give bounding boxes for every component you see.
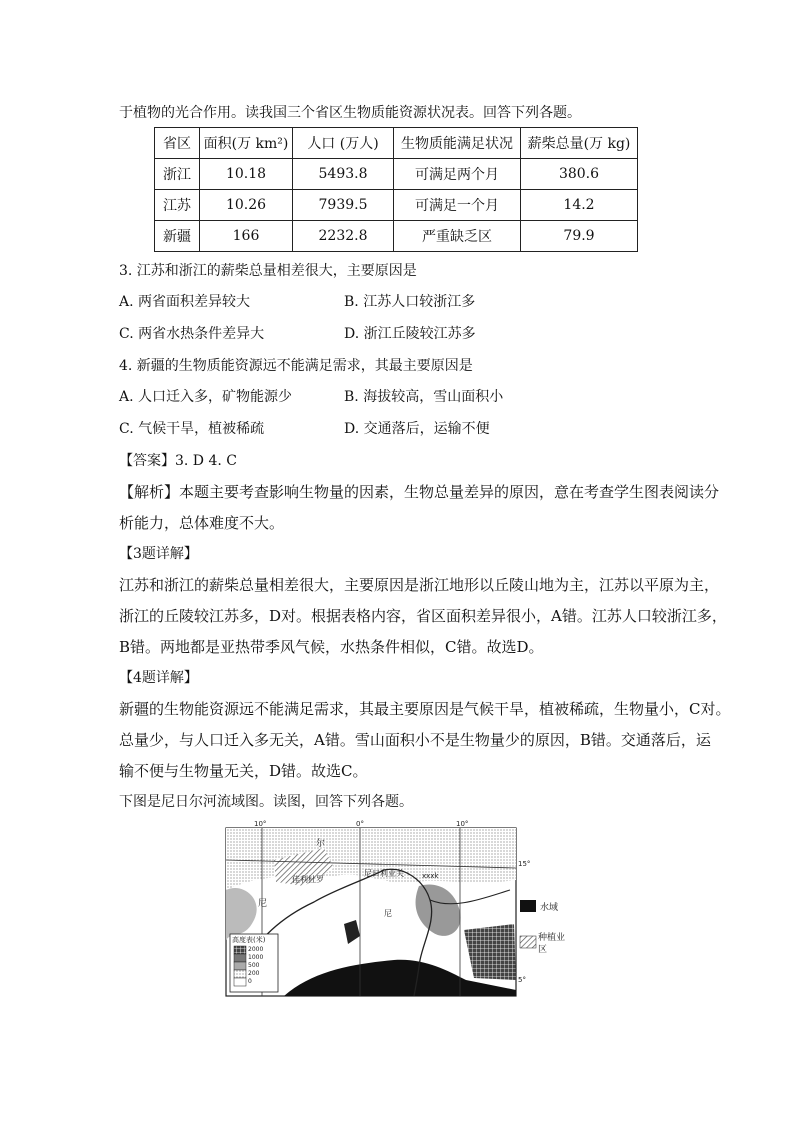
height-level-label: 500 [248,962,260,969]
planting-legend-swatch [520,936,536,948]
table-cell: 10.26 [200,190,293,221]
header-cell: 薪柴总量(万 kg) [521,128,638,159]
q4-option-a: A. 人口迁入多，矿物能源少 [119,389,293,405]
height-level-label: 200 [248,970,260,977]
header-cell: 省区 [155,128,200,159]
place-label: 尼 [258,899,268,909]
table-cell: 14.2 [521,190,638,221]
table-header-row [155,128,638,159]
map-intro-text: 下图是尼日尔河流域图。读图，回答下列各题。 [119,794,413,810]
table-cell: 严重缺乏区 [394,221,521,252]
place-label: 尼 [384,909,392,918]
detail-4-line-2: 总量少，与人口迁入多无关，A错。雪山面积小不是生物量少的原因，B错。交通落后，运 [119,731,711,749]
height-level-label: 1000 [248,954,264,961]
analysis-line-2: 析能力，总体难度不大。 [119,514,285,532]
table-cell: 可满足两个月 [394,159,521,190]
place-label: 佳利杜罗 [292,875,324,884]
height-level-label: 0 [248,978,252,985]
place-label: 尼日利亚关 [364,869,404,878]
height-swatch [234,970,246,978]
q3-option-b: B. 江苏人口较浙江多 [344,294,476,310]
q4-option-b: B. 海拔较高，雪山面积小 [344,389,504,405]
q4-option-c: C. 气候干旱，植被稀疏 [119,421,265,437]
lat-label: 15° [518,860,531,868]
height-level-label: 2000 [248,946,264,953]
table-cell: 浙江 [155,159,200,190]
header-cell: 面积(万 km²) [200,128,293,159]
lon-label: 10° [456,820,469,828]
q3-option-d: D. 浙江丘陵较江苏多 [344,326,476,342]
height-swatch [234,954,246,962]
detail-4-heading: 【4题详解】 [119,670,198,686]
height-legend-title: 高度表(米) [232,936,266,944]
table-cell: 江苏 [155,190,200,221]
biomass-table [154,127,638,252]
table-cell: 10.18 [200,159,293,190]
height-swatch [234,962,246,970]
water-legend-swatch [520,900,536,912]
lon-label: 0° [356,820,364,828]
table-cell: 2232.8 [293,221,394,252]
height-swatch [234,946,246,954]
detail-3-line-3: B错。两地都是亚热带季风气候，水热条件相似，C错。故选D。 [119,638,544,656]
table-cell: 可满足一个月 [394,190,521,221]
question-3-stem: 3. 江苏和浙江的薪柴总量相差很大，主要原因是 [119,263,417,279]
table-row [155,190,638,221]
height-swatch [234,978,246,986]
table-row [155,159,638,190]
q4-option-d: D. 交通落后，运输不便 [344,421,490,437]
place-label: 尔 [316,839,326,849]
detail-4-line-3: 输不便与生物量无关，D错。故选C。 [119,762,368,780]
table-cell: 380.6 [521,159,638,190]
place-label: xxxk [422,872,439,880]
intro-text: 于植物的光合作用。读我国三个省区生物质能资源状况表。回答下列各题。 [119,105,581,121]
q3-option-c: C. 两省水热条件差异大 [119,326,265,342]
lon-label: 10° [254,820,267,828]
table-cell: 新疆 [155,221,200,252]
niger-river-basin-map [224,820,572,998]
detail-3-line-2: 浙江的丘陵较江苏多，D对。根据表格内容，省区面积差异很小，A错。江苏人口较浙江多， [119,607,727,625]
header-cell: 人口 (万人) [293,128,394,159]
header-cell: 生物质能满足状况 [394,128,521,159]
answer-line: 【答案】3. D 4. C [119,453,238,469]
question-4-stem: 4. 新疆的生物质能资源远不能满足需求，其最主要原因是 [119,358,473,374]
water-legend-label: 水域 [540,903,559,913]
detail-3-line-1: 江苏和浙江的薪柴总量相差很大，主要原因是浙江地形以丘陵山地为主，江苏以平原为主， [119,576,720,594]
detail-4-line-1: 新疆的生物能资源远不能满足需求，其最主要原因是气候干旱，植被稀疏，生物量小，C对。 [119,700,731,718]
analysis-line-1: 【解析】本题主要考查影响生物量的因素，生物总量差异的原因，意在考查学生图表阅读分 [119,483,720,501]
lat-label: 5° [518,976,526,984]
planting-legend-label: 种植业区 [538,933,566,955]
table-cell: 7939.5 [293,190,394,221]
table-cell: 5493.8 [293,159,394,190]
table-row [155,221,638,252]
q3-option-a: A. 两省面积差异较大 [119,294,251,310]
table-cell: 79.9 [521,221,638,252]
detail-3-heading: 【3题详解】 [119,546,198,562]
table-cell: 166 [200,221,293,252]
